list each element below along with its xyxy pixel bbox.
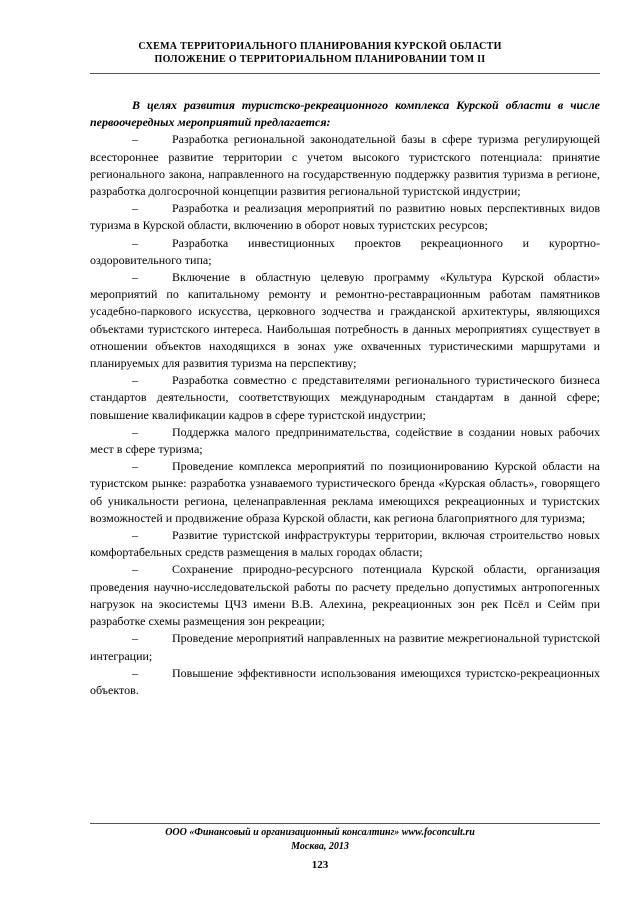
- header-divider: [90, 73, 600, 74]
- list-item: [90, 665, 600, 699]
- bullet-dash: –: [132, 562, 138, 577]
- bullet-dash: –: [132, 631, 138, 646]
- page-number: 123: [311, 859, 329, 871]
- list-item-text: Разработка региональной законодательной базы в сфере туризма регулирующей всестороннее развитие территории с учетом высокого туристского потенциала: принятие регионального закона, направленного на государственную поддержку развития туризма в регионе, разработка долгосрочной концепции развития региональной туристской индустрии;: [90, 132, 600, 199]
- list-item: [90, 527, 600, 561]
- bullet-dash: –: [132, 373, 138, 388]
- list-item: [90, 630, 600, 664]
- list-item: [90, 269, 600, 372]
- document-header: [0, 40, 640, 66]
- document-footer: [0, 826, 640, 854]
- bullet-dash: –: [132, 132, 138, 147]
- list-item: [90, 200, 600, 234]
- list-item-text: Разработка и реализация мероприятий по развитию новых перспективных видов туризма в Курской области, включению в оборот новых туристских ресурсов;: [90, 201, 600, 233]
- header-subtitle: ПОЛОЖЕНИЕ О ТЕРРИТОРИАЛЬНОМ ПЛАНИРОВАНИИ ТОМ II: [154, 54, 486, 65]
- list-item: [90, 458, 600, 527]
- intro-paragraph: В целях развития туристско-рекреационного комплекса Курской области в числе первоочередных мероприятий предлагается:: [90, 98, 600, 130]
- footer-divider: [90, 823, 600, 824]
- list-item: [90, 561, 600, 630]
- measures-list: [90, 131, 600, 699]
- list-item-text: Сохранение природно-ресурсного потенциала Курской области, организация проведения научно-исследовательской работы по расчету предельно допустимых антропогенных нагрузок на экосистемы ЦЧЗ имени В.В. Алехина, рекреационных зон рек Псёл и Сейм при разработке схемы размещения зон рекреации;: [90, 562, 600, 629]
- list-item-text: Проведение комплекса мероприятий по позиционированию Курской области на туристском рынке: разработка узнаваемого туристического бренда «Курская область», говорящего об уникальности региона, целенаправленная реклама имеющихся рекреационных и туристских возможностей и продвижение образа Курской области, как региона благоприятного для туризма;: [90, 459, 600, 525]
- list-item-text: Повышение эффективности использования имеющихся туристско-рекреационных объектов.: [90, 665, 600, 697]
- bullet-dash: –: [132, 459, 138, 474]
- bullet-dash: –: [132, 528, 138, 543]
- list-item: [90, 372, 600, 424]
- bullet-dash: –: [132, 424, 138, 439]
- list-item-text: Развитие туристской инфраструктуры территории, включая строительство новых комфортабельных средств размещения в малых городах области;: [90, 528, 600, 560]
- footer-company: ООО «Финансовый и организационный консалтинг» www.foconcult.ru: [165, 827, 475, 838]
- bullet-dash: –: [132, 270, 138, 285]
- list-item-text: Разработка совместно с представителями регионального туристического бизнеса стандартов деятельности, соответствующих международным стандартам в данной сфере; повышение квалификации кадров в сфере туристской индустрии;: [90, 373, 600, 422]
- list-item: [90, 424, 600, 458]
- bullet-dash: –: [132, 665, 138, 680]
- list-item-text: Разработка инвестиционных проектов рекреационного и курортно-оздоровительного типа;: [90, 235, 600, 267]
- list-item-text: Проведение мероприятий направленных на развитие межрегиональной туристской интеграции;: [90, 631, 600, 663]
- bullet-dash: –: [132, 235, 138, 250]
- list-item-text: Поддержка малого предпринимательства, содействие в создании новых рабочих мест в сфере туризма;: [90, 424, 600, 457]
- list-item: [90, 235, 600, 269]
- list-item-text: Включение в областную целевую программу «Культура Курской области» мероприятий по капитальному ремонту и ремонтно-реставрационным работам памятников усадебно-паркового искусства, церковного зодчества и гражданской архитектуры, являющихся объектами туристского интереса. Наибольшая потребность в данных мероприятиях существует в отношении объектов находящихся в зонах уже охваченных туристическими маршрутами и планируемых для развития туризма на перспективу;: [90, 270, 600, 371]
- list-item: [90, 131, 600, 200]
- footer-city-year: Москва, 2013: [291, 841, 349, 852]
- bullet-dash: –: [132, 201, 138, 216]
- header-title: СХЕМА ТЕРРИТОРИАЛЬНОГО ПЛАНИРОВАНИЯ КУРСКОЙ ОБЛАСТИ: [138, 41, 502, 52]
- document-body: [90, 97, 600, 699]
